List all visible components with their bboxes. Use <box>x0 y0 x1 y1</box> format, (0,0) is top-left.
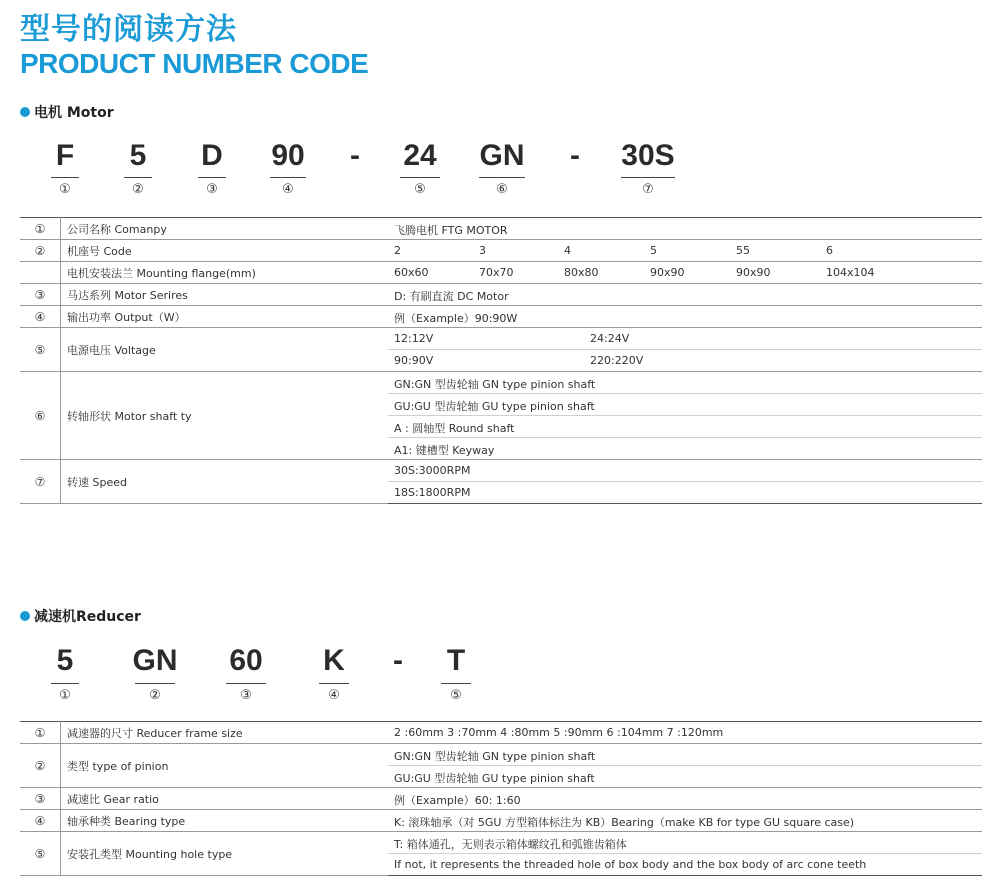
value-cell: 飞腾电机 FTG MOTOR <box>394 224 508 237</box>
row-value <box>388 372 982 394</box>
code-underline <box>319 683 349 684</box>
row-number: ⑥ <box>20 372 61 460</box>
value-cell: 5 <box>650 244 657 257</box>
code-part-number: ④ <box>282 182 294 197</box>
value-cell: 3 <box>479 244 486 257</box>
row-number: ④ <box>20 810 61 832</box>
value-cell: If not, it represents the threaded hole of box body and the box body of arc cone teeth <box>394 858 867 871</box>
row-label: 电机安装法兰 Mounting flange(mm) <box>61 262 389 284</box>
bullet-icon <box>20 107 30 117</box>
row-value <box>388 832 982 854</box>
value-cell: GN:GN 型齿轮轴 GN type pinion shaft <box>394 378 596 391</box>
code-underline <box>135 683 175 684</box>
code-part: 60 <box>229 644 263 677</box>
value-cell: 30S:3000RPM <box>394 464 471 477</box>
code-part: F <box>55 139 75 172</box>
value-cell: GN:GN 型齿轮轴 GN type pinion shaft <box>394 750 596 763</box>
row-label: 安装孔类型 Mounting hole type <box>61 832 389 876</box>
row-value <box>388 722 982 744</box>
code-part-number: ① <box>59 688 71 703</box>
value-cell: GU:GU 型齿轮轴 GU type pinion shaft <box>394 772 595 785</box>
row-label: 机座号 Code <box>61 240 389 262</box>
row-value <box>388 262 982 284</box>
code-part: 5 <box>129 139 147 172</box>
code-part: 30S <box>621 139 675 172</box>
code-part: GN <box>479 139 525 172</box>
table-row <box>20 722 982 744</box>
code-part-number: ④ <box>328 688 340 703</box>
code-underline <box>441 683 471 684</box>
row-value <box>388 810 982 832</box>
value-cell: 90:90V <box>394 354 434 367</box>
code-part-number: ⑦ <box>642 182 654 197</box>
row-label: 轴承种类 Bearing type <box>61 810 389 832</box>
row-value <box>388 766 982 788</box>
value-cell: 12:12V <box>394 332 434 345</box>
row-label: 输出功率 Output（W） <box>61 306 389 328</box>
value-cell: 4 <box>564 244 571 257</box>
code-part: 24 <box>403 139 437 172</box>
code-underline <box>226 683 266 684</box>
row-label: 马达系列 Motor Serires <box>61 284 389 306</box>
code-part: K <box>323 644 345 677</box>
code-underline <box>270 177 306 178</box>
code-separator: - <box>393 644 403 677</box>
row-value <box>388 218 982 240</box>
row-number: ④ <box>20 306 61 328</box>
row-value <box>388 854 982 876</box>
row-label: 减速比 Gear ratio <box>61 788 389 810</box>
row-value <box>388 328 982 350</box>
motor-section-label: 电机 Motor <box>34 105 114 121</box>
value-cell: 90x90 <box>736 266 771 279</box>
table-row <box>20 240 982 262</box>
row-label: 电源电压 Voltage <box>61 328 389 372</box>
value-cell: 例（Example）90:90W <box>394 312 518 325</box>
code-underline <box>51 177 79 178</box>
code-part-number: ② <box>149 688 161 703</box>
value-cell: 55 <box>736 244 750 257</box>
code-part-number: ⑤ <box>450 688 462 703</box>
value-cell: D: 有刷直流 DC Motor <box>394 290 509 303</box>
code-part-number: ② <box>132 182 144 197</box>
row-value <box>388 306 982 328</box>
value-cell: 例（Example）60: 1:60 <box>394 794 521 807</box>
row-number: ① <box>20 722 61 744</box>
row-value <box>388 416 982 438</box>
code-separator: - <box>570 139 580 172</box>
row-value <box>388 788 982 810</box>
row-number: ⑤ <box>20 328 61 372</box>
row-number: ⑦ <box>20 460 61 504</box>
value-cell: 60x60 <box>394 266 429 279</box>
reducer-section-label: 减速机Reducer <box>34 609 141 625</box>
code-part: GN <box>132 644 178 677</box>
row-value <box>388 240 982 262</box>
value-cell: 220:220V <box>590 354 644 367</box>
value-cell: 80x80 <box>564 266 599 279</box>
value-cell: T: 箱体通孔，无则表示箱体螺纹孔和弧锥齿箱体 <box>394 838 627 851</box>
code-underline <box>479 177 525 178</box>
table-row <box>20 262 982 284</box>
row-number: ② <box>20 240 61 262</box>
code-part-number: ⑥ <box>496 182 508 197</box>
row-value <box>388 350 982 372</box>
row-number: ③ <box>20 284 61 306</box>
motor-spec-table <box>20 217 982 504</box>
row-label: 减速器的尺寸 Reducer frame size <box>61 722 389 744</box>
row-value <box>388 438 982 460</box>
table-row <box>20 832 982 854</box>
table-row <box>20 218 982 240</box>
code-part: 90 <box>271 139 305 172</box>
code-part-number: ① <box>59 182 71 197</box>
row-value <box>388 460 982 482</box>
row-label: 公司名称 Comanpy <box>61 218 389 240</box>
table-row <box>20 460 982 482</box>
row-value <box>388 482 982 504</box>
row-label: 转速 Speed <box>61 460 389 504</box>
reducer-section-heading <box>20 606 141 626</box>
row-number: ③ <box>20 788 61 810</box>
code-part-number: ⑤ <box>414 182 426 197</box>
table-row <box>20 788 982 810</box>
row-number: ⑤ <box>20 832 61 876</box>
row-number: ① <box>20 218 61 240</box>
code-underline <box>124 177 152 178</box>
value-cell: 90x90 <box>650 266 685 279</box>
code-underline <box>198 177 226 178</box>
page-title-en: PRODUCT NUMBER CODE <box>20 48 369 79</box>
code-part: T <box>446 644 466 677</box>
code-part: D <box>201 139 223 172</box>
value-cell: 2 <box>394 244 401 257</box>
value-cell: 2 :60mm 3 :70mm 4 :80mm 5 :90mm 6 :104mm 7 :120mm <box>394 726 724 739</box>
row-value <box>388 744 982 766</box>
value-cell: 24:24V <box>590 332 630 345</box>
value-cell: 70x70 <box>479 266 514 279</box>
code-underline <box>621 177 675 178</box>
value-cell: GU:GU 型齿轮轴 GU type pinion shaft <box>394 400 595 413</box>
code-part: 5 <box>56 644 74 677</box>
row-number <box>20 262 61 284</box>
value-cell: 18S:1800RPM <box>394 486 471 499</box>
value-cell: K: 滚珠轴承（对 5GU 方型箱体标注为 KB）Bearing（make KB for type GU square case) <box>394 816 855 829</box>
code-part-number: ③ <box>206 182 218 197</box>
value-cell: A : 圆轴型 Round shaft <box>394 422 515 435</box>
motor-section-heading <box>20 102 114 122</box>
row-label: 类型 type of pinion <box>61 744 389 788</box>
row-label: 转轴形状 Motor shaft ty <box>61 372 389 460</box>
code-underline <box>51 683 79 684</box>
table-row <box>20 810 982 832</box>
table-row <box>20 284 982 306</box>
bullet-icon <box>20 611 30 621</box>
table-row <box>20 306 982 328</box>
value-cell: 104x104 <box>826 266 875 279</box>
row-value <box>388 394 982 416</box>
table-row <box>20 744 982 766</box>
page-title-cn: 型号的阅读方法 <box>20 12 237 47</box>
table-row <box>20 372 982 394</box>
value-cell: A1: 键槽型 Keyway <box>394 444 495 457</box>
reducer-spec-table <box>20 721 982 876</box>
code-underline <box>400 177 440 178</box>
table-row <box>20 328 982 350</box>
row-number: ② <box>20 744 61 788</box>
row-value <box>388 284 982 306</box>
code-part-number: ③ <box>240 688 252 703</box>
value-cell: 6 <box>826 244 833 257</box>
code-separator: - <box>350 139 360 172</box>
